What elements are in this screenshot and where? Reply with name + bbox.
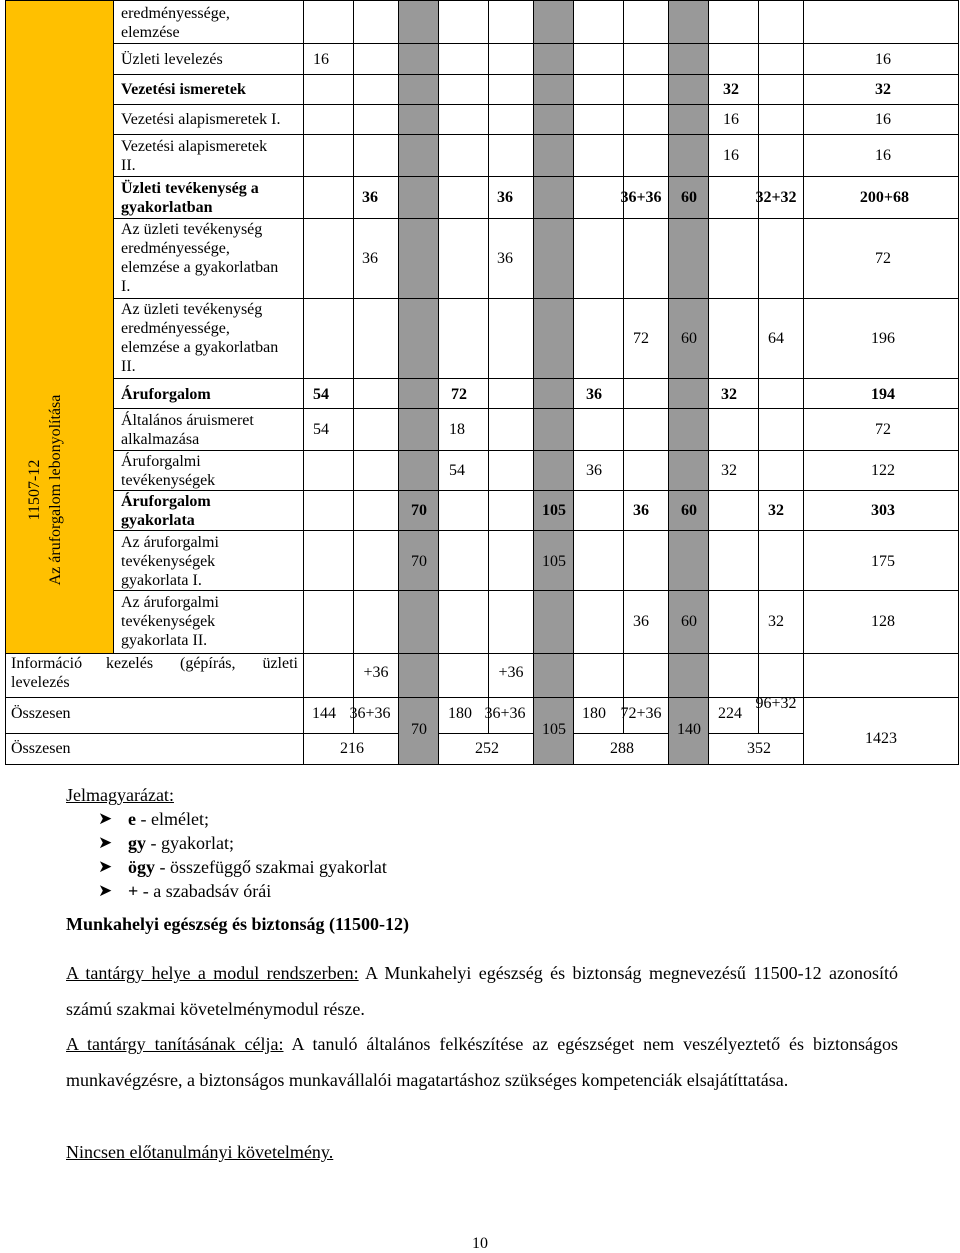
total-cell: 252 xyxy=(475,740,499,757)
info-row-text: kezelés (gépírás, üzleti xyxy=(106,655,298,672)
total-cell: 180 xyxy=(582,705,606,722)
row-label-13: Az áruforgalmi tevékenységek gyakorlata II. xyxy=(121,594,219,649)
total-cell: 216 xyxy=(340,740,364,757)
value-cell: 128 xyxy=(871,613,895,630)
value-cell: 54 xyxy=(313,421,329,438)
row-label-11: Áruforgalom gyakorlata xyxy=(121,493,211,529)
row-label-3: Vezetési alapismeretek I. xyxy=(121,111,281,128)
arrow-bullet-icon: ➤ xyxy=(98,881,113,900)
value-cell: 105 xyxy=(542,553,566,570)
value-cell: 16 xyxy=(723,147,739,164)
legend-item: ➤ gy - gyakorlat; xyxy=(98,833,234,853)
total-gray-cell: 140 xyxy=(677,721,701,738)
value-cell: 36 xyxy=(497,189,513,206)
row-label-12: Az áruforgalmi tevékenységek gyakorlata I. xyxy=(121,534,219,589)
paragraph-label: A tantárgy tanításának célja: xyxy=(66,1034,284,1054)
row-label-9: Általános áruismeret alkalmazása xyxy=(121,412,254,448)
value-cell: 16 xyxy=(723,111,739,128)
total-cell: 180 xyxy=(448,705,472,722)
arrow-bullet-icon: ➤ xyxy=(98,857,113,876)
page-number: 10 xyxy=(472,1235,488,1252)
legend-item: ➤ ögy - összefüggő szakmai gyakorlat xyxy=(98,857,387,877)
value-cell: 72 xyxy=(451,386,467,403)
value-cell: 36 xyxy=(586,462,602,479)
row-label-0: eredményessége, elemzése xyxy=(121,5,230,41)
value-cell: 60 xyxy=(681,189,697,206)
info-row-value-1: +36 xyxy=(363,664,389,681)
total-cell: 288 xyxy=(610,740,634,757)
row-label-7: Az üzleti tevékenység eredményessége, elemzése a gyakorlatban II. xyxy=(121,301,279,375)
row-label-1: Üzleti levelezés xyxy=(121,51,223,68)
value-cell: 32 xyxy=(875,81,891,98)
value-cell: 32 xyxy=(721,386,737,403)
gray-column-3 xyxy=(668,0,708,765)
info-row-value-2: +36 xyxy=(498,664,524,681)
total-label-1: Összesen xyxy=(11,705,71,722)
value-cell: 54 xyxy=(313,386,329,403)
value-cell: 36 xyxy=(633,502,649,519)
total-cell: 72+36 xyxy=(620,705,662,722)
value-cell: 70 xyxy=(411,553,427,570)
total-label-2: Összesen xyxy=(11,740,71,757)
value-cell: 16 xyxy=(875,51,891,68)
value-cell: 196 xyxy=(871,330,895,347)
legend-item: ➤ e - elmélet; xyxy=(98,809,209,829)
value-cell: 32 xyxy=(721,462,737,479)
value-cell: 72 xyxy=(875,250,891,267)
value-cell: 175 xyxy=(871,553,895,570)
value-cell: 60 xyxy=(681,613,697,630)
grand-total: 1423 xyxy=(865,730,897,747)
value-cell: 122 xyxy=(871,462,895,479)
value-cell: 32+32 xyxy=(755,189,797,206)
info-row-word-2: levelezés xyxy=(11,674,70,691)
value-cell: 36+36 xyxy=(620,189,662,206)
module-side-label xyxy=(24,360,66,620)
value-cell: 194 xyxy=(871,386,895,403)
value-cell: 303 xyxy=(871,502,895,519)
gray-column-2 xyxy=(533,0,573,765)
arrow-bullet-icon: ➤ xyxy=(98,809,113,828)
value-cell: 36 xyxy=(586,386,602,403)
total-cell: 224 xyxy=(718,705,742,722)
value-cell: 36 xyxy=(497,250,513,267)
total-cell: 352 xyxy=(747,740,771,757)
row-label-6: Az üzleti tevékenység eredményessége, elemzése a gyakorlatban I. xyxy=(121,221,279,295)
value-cell: 60 xyxy=(681,502,697,519)
value-cell: 36 xyxy=(362,250,378,267)
total-gray-cell: 70 xyxy=(411,721,427,738)
value-cell: 70 xyxy=(411,502,427,519)
value-cell: 54 xyxy=(449,462,465,479)
paragraph-goal: A tantárgy tanításának célja: A tanuló általános felkészítése az egészséget nem veszélyeztető és biztonságos munkavégzésre, a biztonságos munkavállalói magatartáshoz szükséges kompetenciák elsajátíttatása. xyxy=(66,1034,899,1090)
value-cell: 72 xyxy=(633,330,649,347)
total-cell: 144 xyxy=(312,705,336,722)
value-cell: 36 xyxy=(633,613,649,630)
row-label-10: Áruforgalmi tevékenységek xyxy=(121,453,216,489)
row-label-5: Üzleti tevékenység a gyakorlatban xyxy=(121,180,259,216)
row-label-4: Vezetési alapismeretek II. xyxy=(121,138,268,174)
total-cell: 36+36 xyxy=(349,705,391,722)
value-cell: 72 xyxy=(875,421,891,438)
legend-title: Jelmagyarázat: xyxy=(66,785,174,805)
paragraph-prerequisite: Nincsen előtanulmányi követelmény. xyxy=(66,1142,334,1162)
value-cell: 16 xyxy=(875,111,891,128)
value-cell: 200+68 xyxy=(859,189,909,206)
legend xyxy=(66,783,387,903)
total-cell: 96+32 xyxy=(755,695,797,712)
row-label-2: Vezetési ismeretek xyxy=(121,81,246,98)
total-cell: 36+36 xyxy=(484,705,526,722)
legend-list xyxy=(66,807,387,903)
total-gray-cell: 105 xyxy=(542,721,566,738)
value-cell: 105 xyxy=(542,502,566,519)
value-cell: 36 xyxy=(362,189,378,206)
value-cell: 32 xyxy=(768,502,784,519)
paragraph-label: A tantárgy helye a modul rendszerben: xyxy=(66,963,359,983)
value-cell: 60 xyxy=(681,330,697,347)
row-label-8: Áruforgalom xyxy=(121,386,211,403)
value-cell: 16 xyxy=(875,147,891,164)
value-cell: 18 xyxy=(449,421,465,438)
module-name: Az áruforgalom lebonyolítása xyxy=(47,394,64,586)
value-cell: 64 xyxy=(768,330,784,347)
module-code: 11507-12 xyxy=(26,459,43,521)
paragraph-module-place: A tantárgy helye a modul rendszerben: A Munkahelyi egészség és biztonság megnevezésű 11500-12 azonosító számú szakmai követelménymodul része. xyxy=(66,963,899,1019)
gray-column-1 xyxy=(398,0,438,765)
info-row-word: Információ xyxy=(11,655,83,672)
arrow-bullet-icon: ➤ xyxy=(98,833,113,852)
value-cell: 32 xyxy=(768,613,784,630)
section-title: Munkahelyi egészség és biztonság (11500-12) xyxy=(66,914,409,934)
value-cell: 16 xyxy=(313,51,329,68)
value-cell: 32 xyxy=(723,81,739,98)
legend-item: ➤ + - a szabadsáv órái xyxy=(98,881,272,901)
